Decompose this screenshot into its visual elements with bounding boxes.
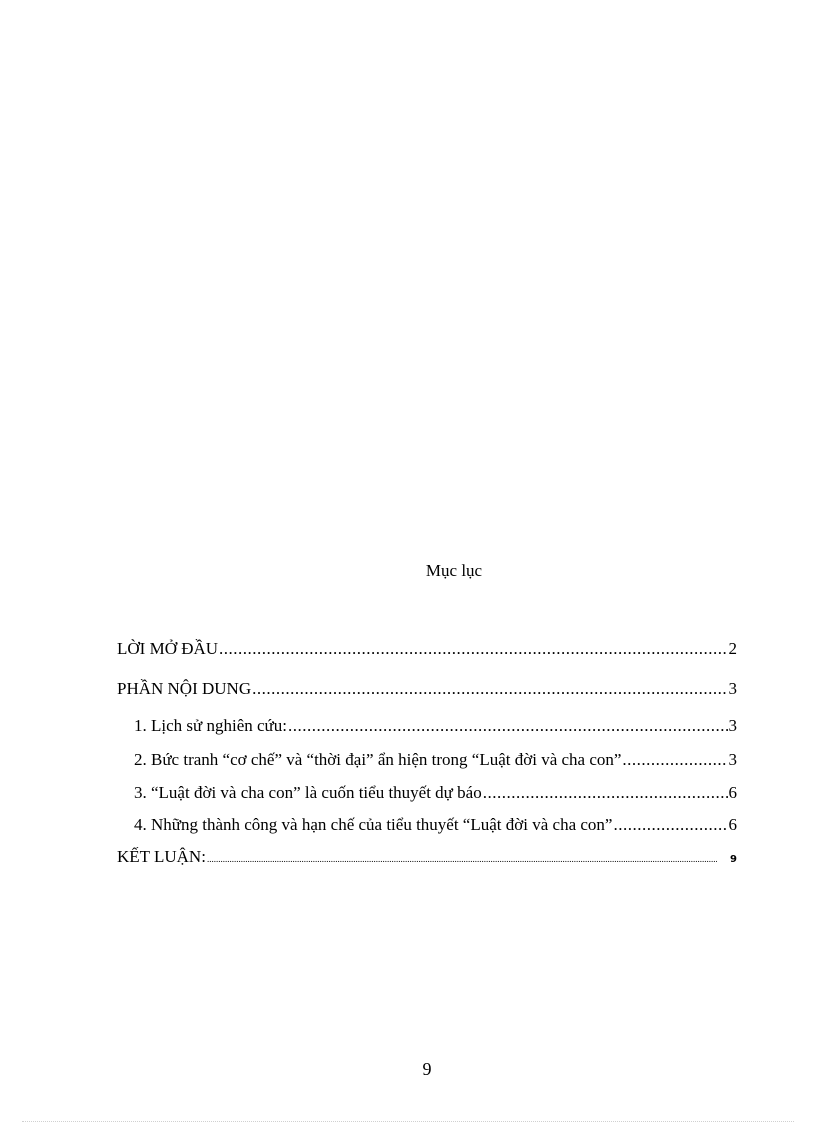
toc-entry-label: KẾT LUẬN: xyxy=(117,847,206,866)
toc-dot-leader xyxy=(483,782,728,804)
toc-entry-phan-noi-dung[interactable] xyxy=(117,678,737,700)
toc-entry-thanh-cong-han-che[interactable] xyxy=(117,814,737,836)
toc-entry-tieu-thuyet-du-bao[interactable] xyxy=(117,782,737,804)
toc-entry-loi-mo-dau[interactable] xyxy=(117,638,737,660)
toc-entry-buc-tranh[interactable] xyxy=(117,749,737,771)
toc-entry-page: 3 xyxy=(728,716,737,735)
toc-dot-leader xyxy=(219,638,727,660)
toc-entry-ket-luan[interactable] xyxy=(117,846,737,868)
toc-entry-label: 4. Những thành công và hạn chế của tiểu thuyết “Luật đời và cha con” xyxy=(134,815,613,834)
toc-entry-page: 3 xyxy=(728,750,737,769)
toc-entry-label: LỜI MỞ ĐẦU xyxy=(117,639,219,658)
toc-entry-page: 9 xyxy=(730,854,737,865)
toc-entry-label: 2. Bức tranh “cơ chế” và “thời đại” ẩn hiện trong “Luật đời và cha con” xyxy=(134,750,622,769)
toc-dot-leader xyxy=(622,749,727,771)
toc-entry-page: 2 xyxy=(728,639,737,658)
toc-entry-page: 6 xyxy=(728,783,737,802)
toc-entry-page: 6 xyxy=(728,815,737,834)
toc-dot-leader xyxy=(252,678,727,700)
toc-entry-label: 3. “Luật đời và cha con” là cuốn tiểu thuyết dự báo xyxy=(134,783,482,802)
page-bottom-divider xyxy=(22,1121,794,1122)
toc-dot-leader xyxy=(288,715,728,737)
table-of-contents xyxy=(117,638,737,868)
toc-title: Mục lục xyxy=(425,561,483,580)
toc-dot-leader xyxy=(613,814,727,836)
page-number: 9 xyxy=(422,1059,432,1079)
toc-entry-label: PHẦN NỘI DUNG xyxy=(117,679,252,698)
toc-dot-leader xyxy=(207,848,717,870)
toc-entry-lich-su-nghien-cuu[interactable] xyxy=(117,715,737,737)
toc-entry-page: 3 xyxy=(728,679,737,698)
toc-entry-label: 1. Lịch sử nghiên cứu: xyxy=(134,716,287,735)
